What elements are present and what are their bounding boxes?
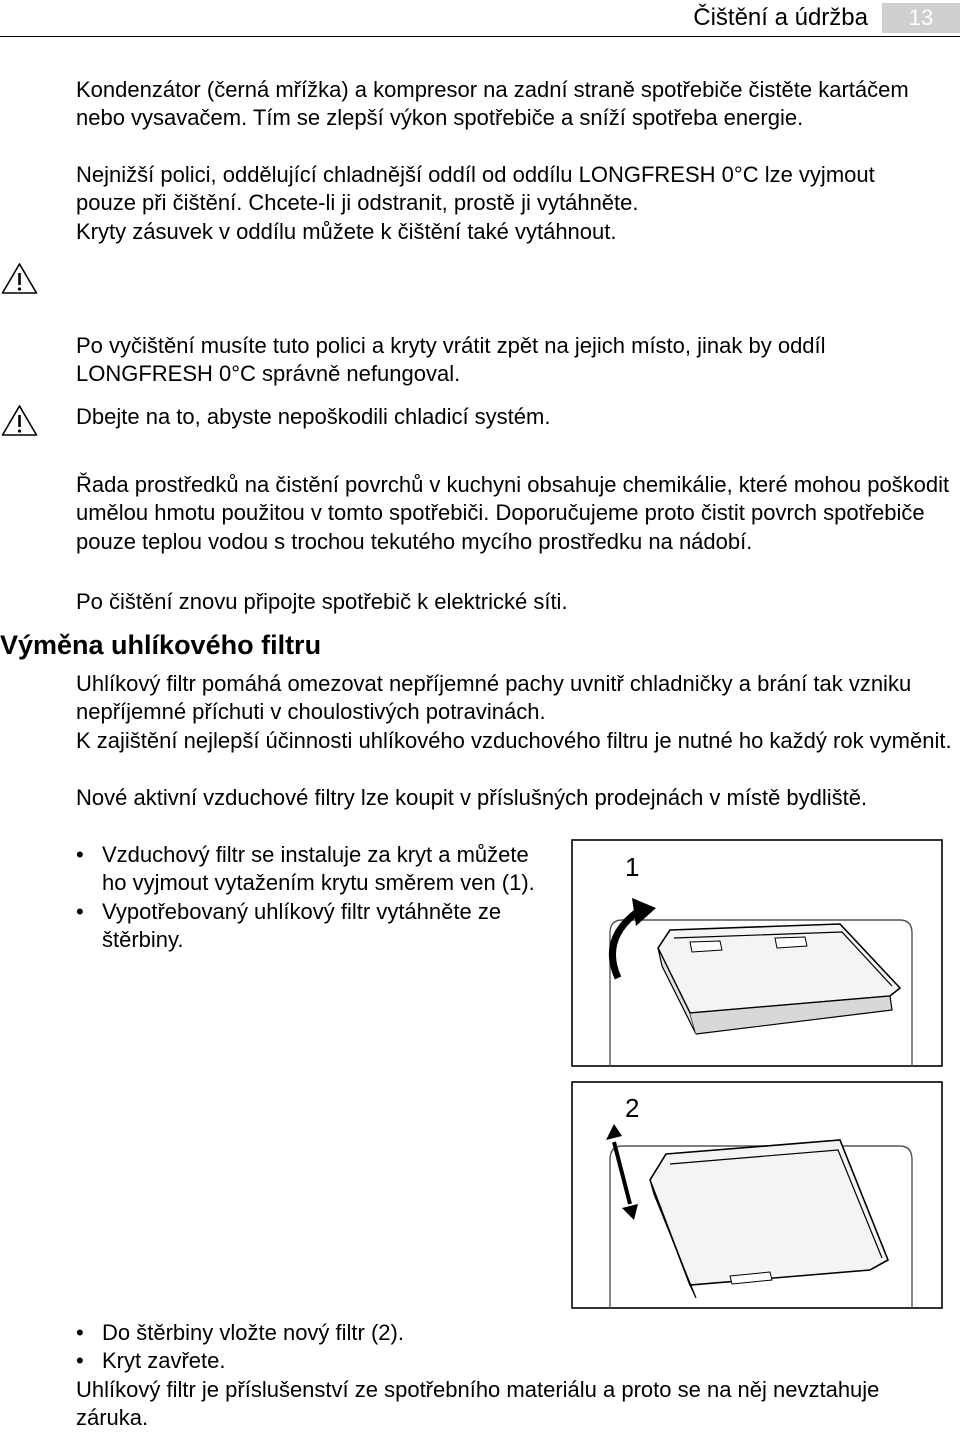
removal-steps-list [76,841,546,955]
drawer-covers-paragraph: Kryty zásuvek v oddílu můžete k čištění také vytáhnout. [76,219,617,244]
list-item: • Kryt zavřete. [76,1347,676,1375]
shelf-paragraph: Nejnižší polici, oddělující chladnější oddíl od oddílu LONGFRESH 0°C lze vyjmout pouze při čištění. Chcete-li ji odstranit, prostě ji vytáhněte. [76,162,875,216]
warranty-paragraph: Uhlíkový filtr je příslušenství ze spotřebního materiálu a proto se na něj nevztahuje záruka. [76,1377,880,1431]
insertion-steps-list [76,1319,676,1376]
reconnect-paragraph: Po čištění znovu připojte spotřebič k elektrické síti. [76,589,568,614]
header-divider [0,36,960,37]
cleaning-agents-paragraph: Řada prostředků na čistění povrchů v kuchyni obsahuje chemikálie, které mohou poškodit umělou hmotu použitou v tomto spotřebiči. Doporučujeme proto čistit povrch spotřebiče pouze teplou vodou s trochou tekutého mycího prostředku na nádobí. [76,472,950,554]
condenser-paragraph: Kondenzátor (černá mřížka) a kompresor na zadní straně spotřebiče čistěte kartáčem nebo vysavačem. Tím se zlepší výkon spotřebiče a sníží spotřeba energie. [76,77,909,131]
warning-shelf-text: Po vyčištění musíte tuto polici a kryty vrátit zpět na jejich místo, jinak by oddíl LONGFRESH 0°C správně nefungoval. [76,333,826,387]
filter-intro-paragraph: Uhlíkový filtr pomáhá omezovat nepříjemné pachy uvnitř chladničky a brání tak vzniku nepříjemné příchuti v choulostivých potravinách. [76,671,912,725]
warning-triangle-icon [1,262,38,295]
warning-cooling-text: Dbejte na to, abyste nepoškodili chladicí systém. [76,404,551,429]
filter-purchase-paragraph: Nové aktivní vzduchové filtry lze koupit v příslušných prodejnách v místě bydliště. [76,785,868,810]
section-title: Čištění a údržba [693,4,868,31]
list-item: • Vzduchový filtr se instaluje za kryt a můžete ho vyjmout vytažením krytu směrem ven (1). [76,841,546,898]
list-item: • Do štěrbiny vložte nový filtr (2). [76,1319,676,1347]
page-number: 13 [882,3,960,33]
figure-label-2: 2 [625,1093,640,1123]
filter-replace-paragraph: K zajištění nejlepší účinnosti uhlíkového vzduchového filtru je nutné ho každý rok vyměnit. [76,728,952,753]
figure-label-1: 1 [625,852,640,882]
section-heading: Výměna uhlíkového filtru [0,630,322,660]
list-item: • Vypotřebovaný uhlíkový filtr vytáhněte ze štěrbiny. [76,898,546,955]
warning-triangle-icon [1,404,38,437]
